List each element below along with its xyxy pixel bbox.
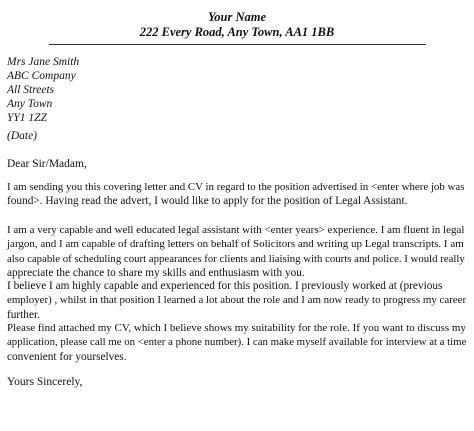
body-paragraph — [7, 223, 467, 280]
body-paragraph — [7, 321, 467, 364]
paragraph-line: I believe I am highly capable and experienced for this position. I previously worked at (previous — [7, 280, 443, 292]
recipient-address-block — [7, 55, 79, 125]
recipient-postcode: YY1 1ZZ — [7, 112, 47, 124]
body-paragraph — [7, 279, 467, 322]
header-divider — [49, 44, 426, 45]
paragraph-line: convenient for yourselves. — [7, 350, 127, 363]
recipient-name: Mrs Jane Smith — [7, 56, 80, 68]
paragraph-line: appreciate the chance to share my skills and enthusiasm with you. — [7, 266, 305, 279]
paragraph-line: also capable of scheduling court appearances for clients and liaising with courts and police. I would really — [7, 252, 465, 265]
recipient-company: ABC Company — [7, 70, 76, 82]
letter-date: (Date) — [7, 130, 38, 142]
paragraph-line: further. — [7, 308, 40, 321]
paragraph-line: jargon, and I am capable of drafting letters on behalf of Solicitors and writing up Legal transcripts. I am — [7, 238, 464, 251]
paragraph-line: I am sending you this covering letter and CV in regard to the position advertised in <enter where job was — [7, 181, 465, 193]
paragraph-line: application, please call me on <enter a phone number). I can make myself available for interview at a time — [7, 336, 467, 349]
recipient-street: All Streets — [7, 84, 55, 96]
sender-address: 222 Every Road, Any Town, AA1 1BB — [139, 25, 335, 39]
sender-name: Your Name — [208, 10, 266, 24]
recipient-town: Any Town — [7, 98, 53, 110]
salutation: Dear Sir/Madam, — [7, 158, 87, 170]
body-paragraph — [7, 180, 467, 209]
closing: Yours Sincerely, — [7, 376, 83, 388]
paragraph-line: found>. Having read the advert, I would like to apply for the position of Legal Assistant. — [7, 195, 408, 208]
paragraph-line: Please find attached my CV, which I believe shows my suitability for the role. If you want to discuss my — [7, 322, 466, 334]
paragraph-line: employer) , whilst in that position I learned a lot about the role and I am now ready to progress my career — [7, 294, 467, 307]
paragraph-line: I am a very capable and well educated legal assistant with <enter years> experience. I am fluent in legal — [7, 224, 465, 236]
